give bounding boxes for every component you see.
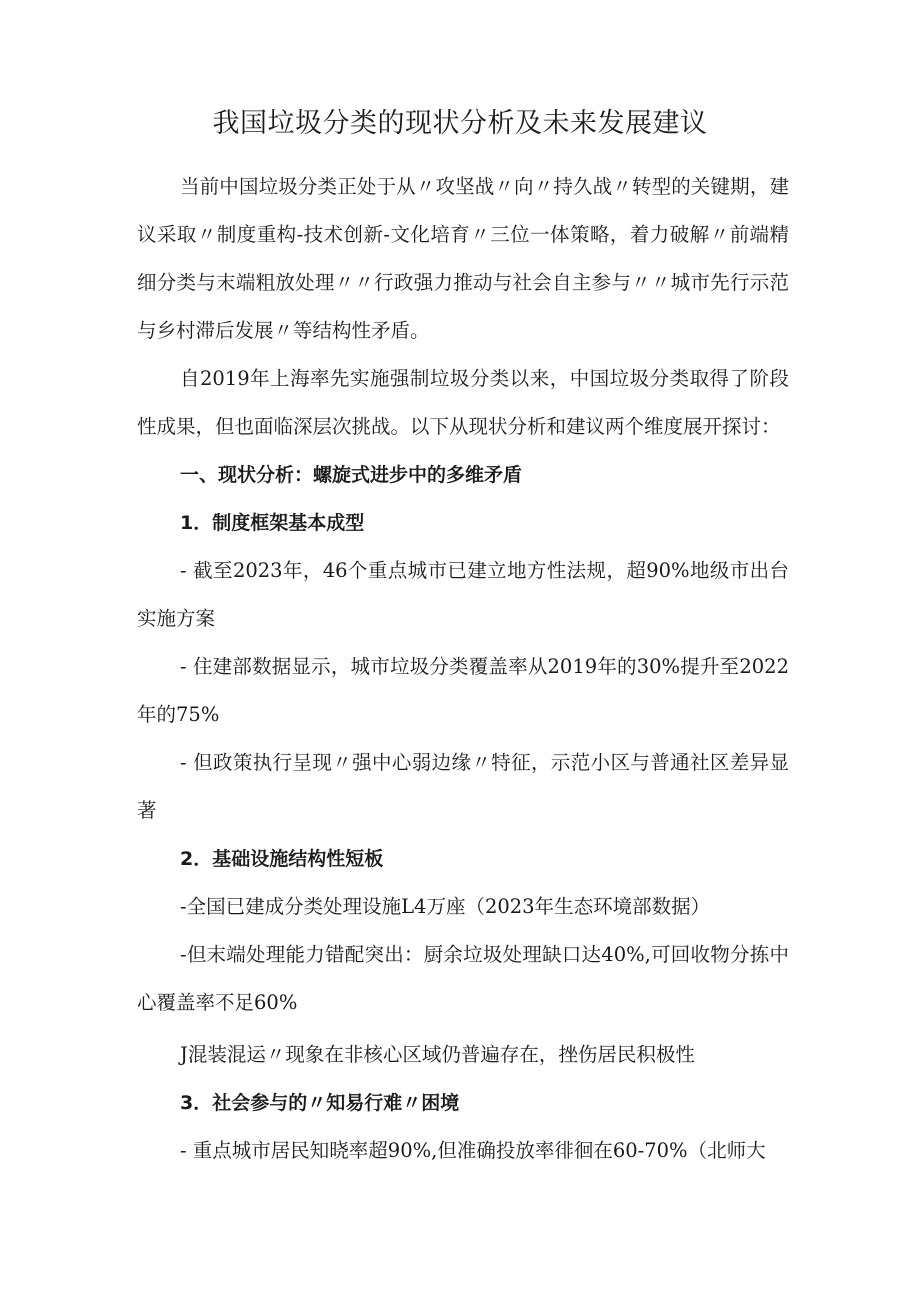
subheading-institutional-framework: 1．制度框架基本成型: [180, 512, 365, 534]
intro-paragraph: 当前中国垃圾分类正处于从〃攻坚战〃向〃持久战〃转型的关键期，建议采取〃制度重构-技术创新-文化培育〃三位一体策略，着力破解〃前端精细分类与末端粗放处理〃〃行政强力推动与社会自主参与〃〃城市先行示范与乡村滞后发展〃等结构性矛盾。: [137, 175, 789, 342]
subheading-infrastructure: 2．基础设施结构性短板: [180, 848, 384, 870]
list-item: - 重点城市居民知晓率超90%,但准确投放率徘徊在60-70%（北师大: [180, 1139, 766, 1162]
list-item: - 截至2023年，46个重点城市已建立地方性法规，超90%地级市出台实施方案: [137, 559, 789, 630]
list-item: -但末端处理能力错配突出：厨余垃圾处理缺口达40%,可回收物分拣中心覆盖率不足60%: [137, 943, 789, 1014]
context-paragraph: 自2019年上海率先实施强制垃圾分类以来，中国垃圾分类取得了阶段性成果，但也面临深层次挑战。以下从现状分析和建议两个维度展开探讨：: [137, 367, 789, 438]
list-item: - 住建部数据显示，城市垃圾分类覆盖率从2019年的30%提升至2022年的75%: [137, 655, 789, 726]
document-title: 我国垃圾分类的现状分析及未来发展建议: [212, 108, 708, 139]
list-item: -全国已建成分类处理设施L4万座（2023年生态环境部数据）: [180, 895, 711, 918]
section-heading-status: 一、现状分析：螺旋式进步中的多维矛盾: [180, 464, 523, 486]
list-item: - 但政策执行呈现〃强中心弱边缘〃特征，示范小区与普通社区差异显著: [137, 751, 789, 822]
list-item: J混装混运〃现象在非核心区域仍普遍存在，挫伤居民积极性: [180, 1043, 695, 1066]
document-body: [137, 163, 789, 1175]
subheading-social-participation: 3．社会参与的〃知易行难〃困境: [180, 1092, 460, 1114]
